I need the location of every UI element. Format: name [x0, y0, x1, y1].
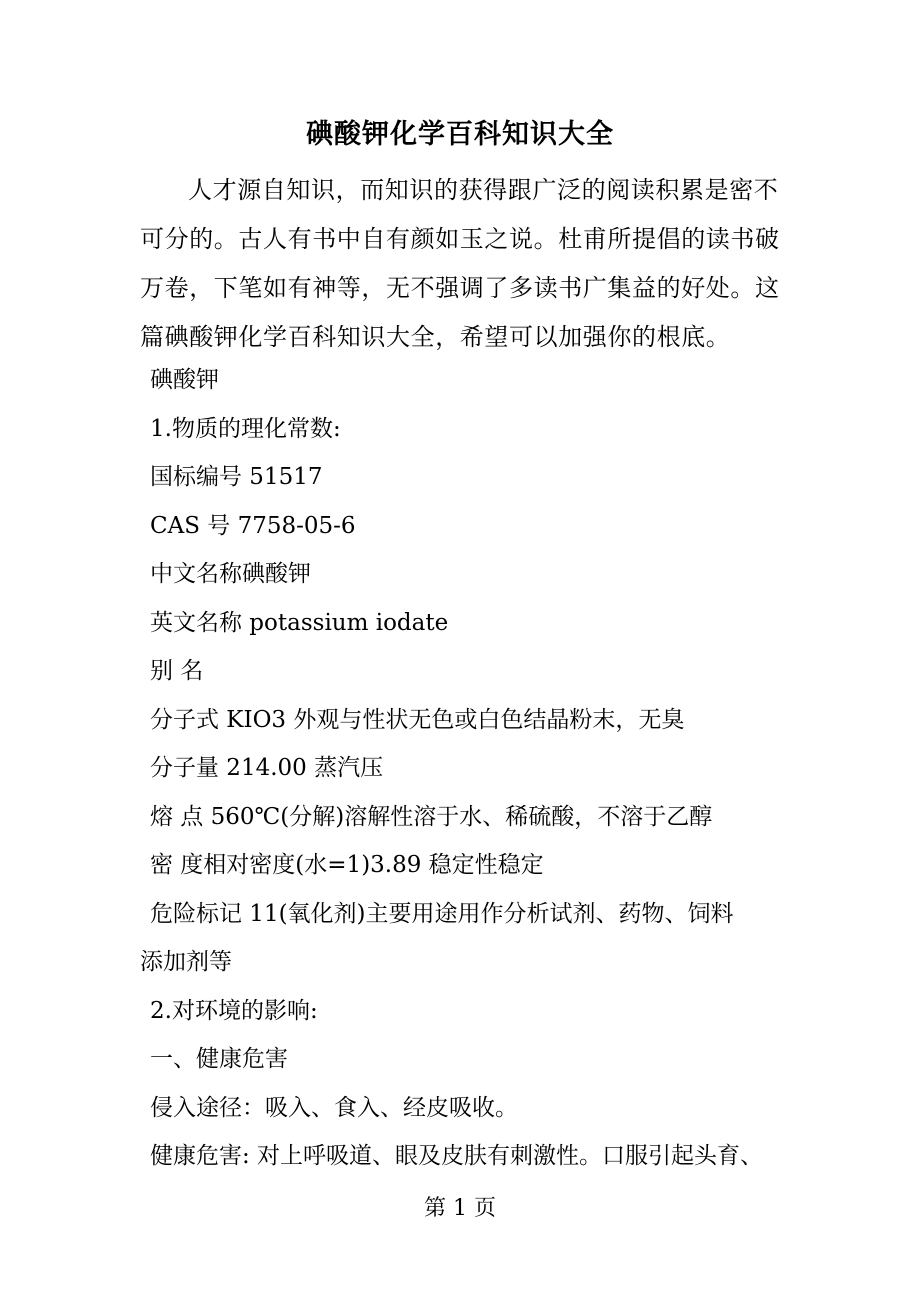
text-line: 危险标记 11(氧化剂)主要用途用作分析试剂、药物、饲料 — [150, 900, 734, 927]
page-number-footer: 第 1 页 — [424, 1196, 496, 1221]
text-line: 1.物质的理化常数: — [150, 415, 341, 442]
page-title: 碘酸钾化学百科知识大全 — [306, 119, 614, 150]
body-lines — [140, 356, 790, 1181]
text-line: 一、健康危害 — [150, 1046, 288, 1072]
text-line: 国标编号 51517 — [150, 464, 323, 490]
text-line: 健康危害: 对上呼吸道、眼及皮肤有刺激性。口服引起头育、 — [150, 1143, 764, 1169]
text-line: 熔 点 560℃(分解)溶解性溶于水、稀硫酸，不溶于乙醇 — [150, 803, 713, 830]
text-line: CAS 号 7758-05-6 — [150, 512, 356, 539]
intro-paragraph: 人才源自知识，而知识的获得跟广泛的阅读积累是密不可分的。古人有书中自有颜如玉之说。杜甫所提倡的读书破万卷，下笔如有神等，无不强调了多读书广集益的好处。这篇碘酸钾化学百科知识大全，希望可以加强你的根底。 — [140, 176, 780, 351]
text-line: 密 度相对密度(水=1)3.89 稳定性稳定 — [150, 852, 544, 878]
text-line: 侵入途径：吸入、食入、经皮吸收。 — [150, 1094, 518, 1121]
text-line: 别 名 — [150, 658, 204, 684]
text-line: 碘酸钾 — [150, 367, 219, 393]
text-line: 2.对环境的影响: — [150, 997, 318, 1024]
text-line: 分子式 KIO3 外观与性状无色或白色结晶粉末，无臭 — [150, 706, 685, 733]
text-line: 英文名称 potassium iodate — [150, 609, 449, 636]
text-line: 分子量 214.00 蒸汽压 — [150, 755, 384, 781]
text-line: 中文名称碘酸钾 — [150, 561, 311, 587]
text-line: 添加剂等 — [140, 949, 232, 975]
